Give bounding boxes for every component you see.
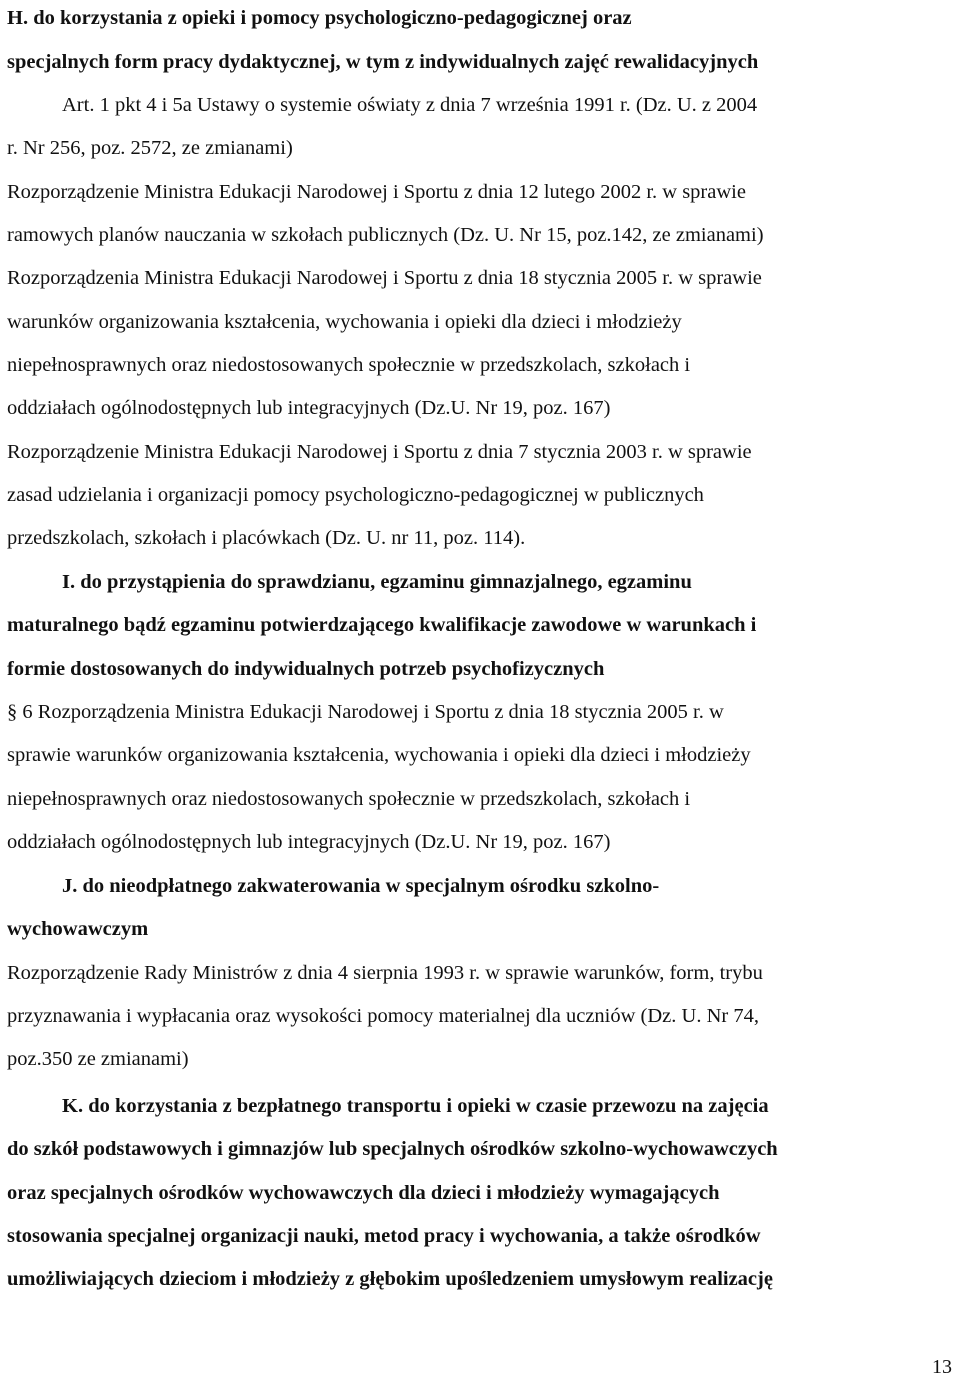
text-line: poz.350 ze zmianami) [7,1048,189,1070]
text-line: r. Nr 256, poz. 2572, ze zmianami) [7,137,293,159]
section-i-heading-line-3: formie dostosowanych do indywidualnych potrzeb psychofizycznych [7,658,605,680]
text-line: Rozporządzenie Ministra Edukacji Narodowej i Sportu z dnia 7 stycznia 2003 r. w sprawie [7,441,752,463]
text-line: przedszkolach, szkołach i placówkach (Dz. U. nr 11, poz. 114). [7,527,526,549]
section-j-heading-line-1: J. do nieodpłatnego zakwaterowania w specjalnym ośrodku szkolno- [62,875,660,897]
text-line: zasad udzielania i organizacji pomocy psychologiczno-pedagogicznej w publicznych [7,484,704,506]
section-k-heading-line-3: oraz specjalnych ośrodków wychowawczych dla dzieci i młodzieży wymagających [7,1182,720,1204]
section-k-heading-line-4: stosowania specjalnej organizacji nauki, metod pracy i wychowania, a także ośrodków [7,1225,761,1247]
section-i-heading-line-2: maturalnego bądź egzaminu potwierdzającego kwalifikacje zawodowe w warunkach i [7,614,757,636]
text-line: Rozporządzenie Rady Ministrów z dnia 4 sierpnia 1993 r. w sprawie warunków, form, trybu [7,962,763,984]
text-line: Rozporządzenia Ministra Edukacji Narodowej i Sportu z dnia 18 stycznia 2005 r. w sprawie [7,267,762,289]
text-line: niepełnosprawnych oraz niedostosowanych społecznie w przedszkolach, szkołach i [7,788,691,810]
section-h-heading-line-1: H. do korzystania z opieki i pomocy psychologiczno-pedagogicznej oraz [7,7,632,29]
section-h-heading-line-2: specjalnych form pracy dydaktycznej, w tym z indywidualnych zajęć rewalidacyjnych [7,51,759,73]
text-line: oddziałach ogólnodostępnych lub integracyjnych (Dz.U. Nr 19, poz. 167) [7,397,611,419]
section-k-heading-line-5: umożliwiających dzieciom i młodzieży z głębokim upośledzeniem umysłowym realizację [7,1268,773,1290]
section-i-heading-line-1: I. do przystąpienia do sprawdzianu, egzaminu gimnazjalnego, egzaminu [62,571,692,593]
section-k-heading-line-2: do szkół podstawowych i gimnazjów lub specjalnych ośrodków szkolno-wychowawczych [7,1138,778,1160]
text-line: oddziałach ogólnodostępnych lub integracyjnych (Dz.U. Nr 19, poz. 167) [7,831,611,853]
text-line: Art. 1 pkt 4 i 5a Ustawy o systemie oświaty z dnia 7 września 1991 r. (Dz. U. z 2004 [62,94,758,116]
page-number: 13 [932,1356,952,1378]
text-line: niepełnosprawnych oraz niedostosowanych społecznie w przedszkolach, szkołach i [7,354,691,376]
section-j-heading-line-2: wychowawczym [7,918,149,940]
text-line: przyznawania i wypłacania oraz wysokości pomocy materialnej dla uczniów (Dz. U. Nr 74, [7,1005,759,1027]
text-line: § 6 Rozporządzenia Ministra Edukacji Narodowej i Sportu z dnia 18 stycznia 2005 r. w [7,701,724,723]
text-line: Rozporządzenie Ministra Edukacji Narodowej i Sportu z dnia 12 lutego 2002 r. w sprawie [7,181,746,203]
section-k-heading-line-1: K. do korzystania z bezpłatnego transportu i opieki w czasie przewozu na zajęcia [62,1095,769,1117]
text-line: ramowych planów nauczania w szkołach publicznych (Dz. U. Nr 15, poz.142, ze zmianami) [7,224,764,246]
text-line: warunków organizowania kształcenia, wychowania i opieki dla dzieci i młodzieży [7,311,682,333]
text-line: sprawie warunków organizowania kształcenia, wychowania i opieki dla dzieci i młodzieży [7,744,751,766]
